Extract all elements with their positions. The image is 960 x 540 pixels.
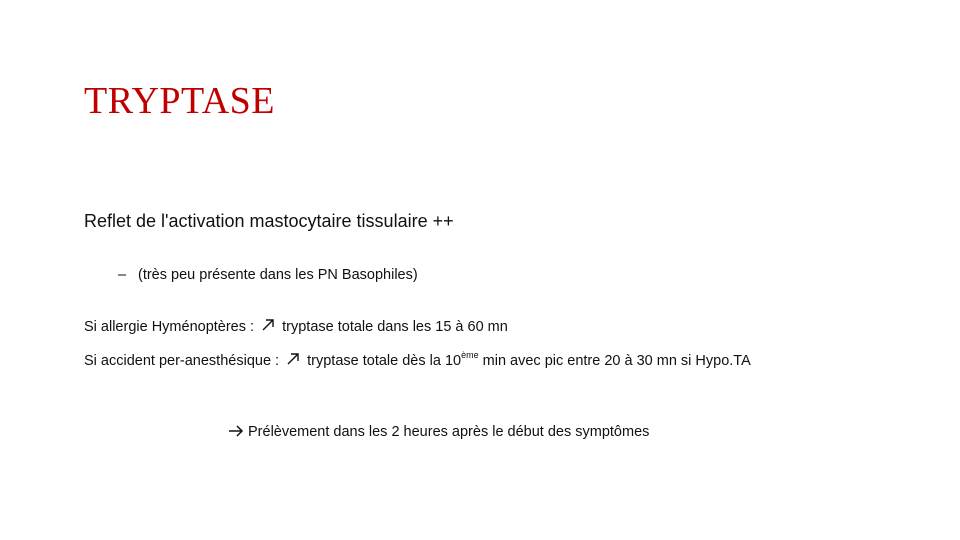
- bullet-reflet: Reflet de l'activation mastocytaire tissulaire ++: [84, 211, 454, 231]
- sub-bullet-dash: –: [118, 267, 127, 283]
- accident-text: tryptase totale dès la 10: [307, 353, 462, 369]
- bullet-allergie: [84, 318, 508, 335]
- slide-title: TRYPTASE: [84, 80, 275, 122]
- sub-bullet-basophiles: [118, 267, 418, 283]
- accident-superscript: ème: [461, 350, 479, 360]
- arrow-up-right-icon: [286, 352, 300, 366]
- arrow-up-right-icon: [261, 318, 275, 332]
- arrow-right-icon: [228, 424, 244, 438]
- conclusion-prelevement: [228, 424, 649, 440]
- allergie-text: tryptase totale dans les 15 à 60 mn: [282, 319, 508, 335]
- accident-label: Si accident per-anesthésique :: [84, 353, 280, 369]
- conclusion-text: Prélèvement dans les 2 heures après le début des symptômes: [248, 424, 650, 440]
- sub-bullet-text: (très peu présente dans les PN Basophiles): [138, 267, 418, 283]
- accident-text-end: min avec pic entre 20 à 30 mn si Hypo.TA: [478, 353, 751, 369]
- allergie-label: Si allergie Hyménoptères :: [84, 319, 255, 335]
- bullet-accident: [84, 352, 751, 369]
